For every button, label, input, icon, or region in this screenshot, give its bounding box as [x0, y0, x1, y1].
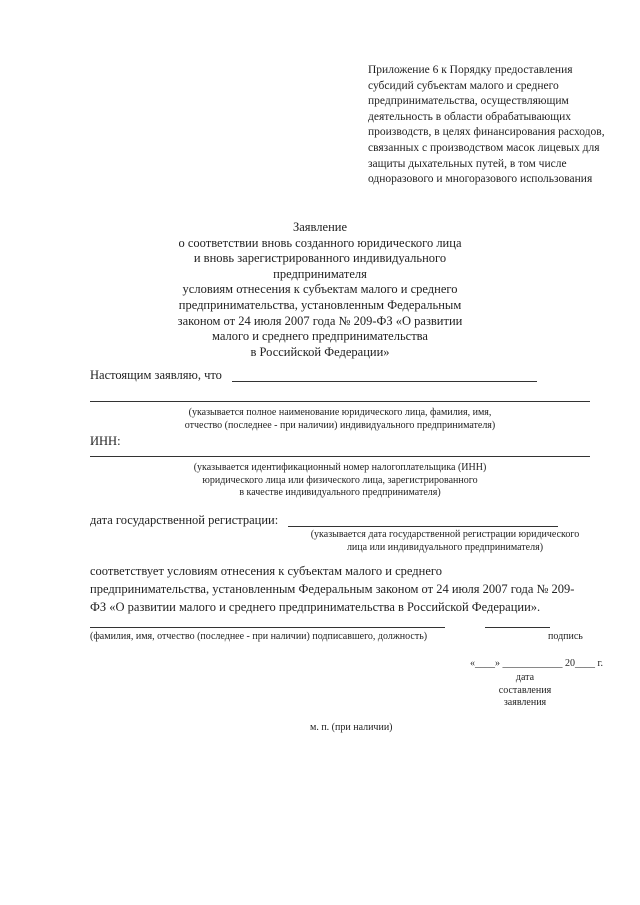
title-line: малого и среднего предпринимательства: [212, 329, 428, 344]
registration-note: [295, 529, 595, 554]
annex-line: субсидий субъектам малого и среднего: [368, 79, 559, 92]
inn-label: ИНН:: [90, 434, 121, 448]
annex-line: защиты дыхательных путей, в том числе: [368, 157, 567, 170]
paragraph-line: соответствует условиям отнесения к субъектам малого и среднего: [90, 564, 442, 578]
document-title: [150, 220, 490, 360]
statement-fill-line[interactable]: [232, 381, 537, 382]
annex-header: [368, 63, 611, 188]
caption-line: дата: [515, 672, 535, 683]
paragraph-line: предпринимательства, установленным Федеральным законом от 24 июля 2007 года № 209-: [90, 582, 575, 596]
title-line: предпринимательства, установленным Федеральным: [178, 297, 462, 312]
annex-line: предпринимательства, осуществляющим: [368, 95, 569, 108]
caption-line: составления: [498, 684, 552, 696]
signatory-note: (фамилия, имя, отчество (последнее - при наличии) подписавшего, должность): [90, 631, 428, 642]
title-line: о соответствии вновь созданного юридического лица: [178, 235, 462, 250]
statement-label: Настоящим заявляю, что: [90, 368, 222, 382]
registration-fill-line[interactable]: [288, 526, 558, 527]
date-template[interactable]: «____» ____________ 20____ г.: [470, 658, 603, 669]
note-line: лица или индивидуального предпринимателя): [346, 541, 544, 553]
title-line: и вновь зарегистрированного индивидуального предпринимателя: [193, 251, 447, 281]
note-line: (указывается полное наименование юридического лица, фамилия, имя,: [188, 407, 492, 418]
annex-line: производств, в целях финансирования расходов,: [368, 126, 605, 139]
signature-fill-line[interactable]: [485, 627, 550, 628]
stamp-note: м. п. (при наличии): [310, 722, 393, 733]
inn-fill-line[interactable]: [90, 456, 590, 457]
conformity-paragraph: [90, 562, 590, 616]
name-note: [140, 407, 540, 432]
inn-note: [140, 462, 540, 500]
title-line: Заявление: [292, 220, 347, 234]
note-line: (указывается идентификационный номер налогоплательщика (ИНН): [193, 462, 487, 473]
signatory-fill-line[interactable]: [90, 627, 445, 628]
title-line: законом от 24 июля 2007 года № 209-ФЗ «О развитии: [177, 313, 463, 328]
note-line: (указывается дата государственной регистрации юридического: [310, 529, 580, 540]
paragraph-line: ФЗ «О развитии малого и среднего предпринимательства в Российской Федерации».: [90, 600, 541, 614]
note-line: юридического лица или физического лица, зарегистрированного: [202, 474, 478, 486]
registration-label: дата государственной регистрации:: [90, 513, 279, 527]
annex-line: связанных с производством масок лицевых для: [368, 141, 600, 154]
note-line: в качестве индивидуального предпринимателя): [239, 487, 441, 498]
caption-line: заявления: [503, 697, 547, 708]
date-caption: [480, 672, 570, 710]
title-line: в Российской Федерации»: [250, 344, 390, 359]
annex-line: деятельность в области обрабатывающих: [368, 110, 572, 123]
annex-line: Приложение 6 к Порядку предоставления: [368, 64, 573, 76]
title-line: условиям отнесения к субъектам малого и среднего: [182, 282, 458, 297]
signature-note: подпись: [548, 631, 583, 642]
note-line: отчество (последнее - при наличии) индивидуального предпринимателя): [184, 419, 496, 431]
annex-line: одноразового и многоразового использования: [368, 173, 593, 186]
name-fill-line[interactable]: [90, 401, 590, 402]
